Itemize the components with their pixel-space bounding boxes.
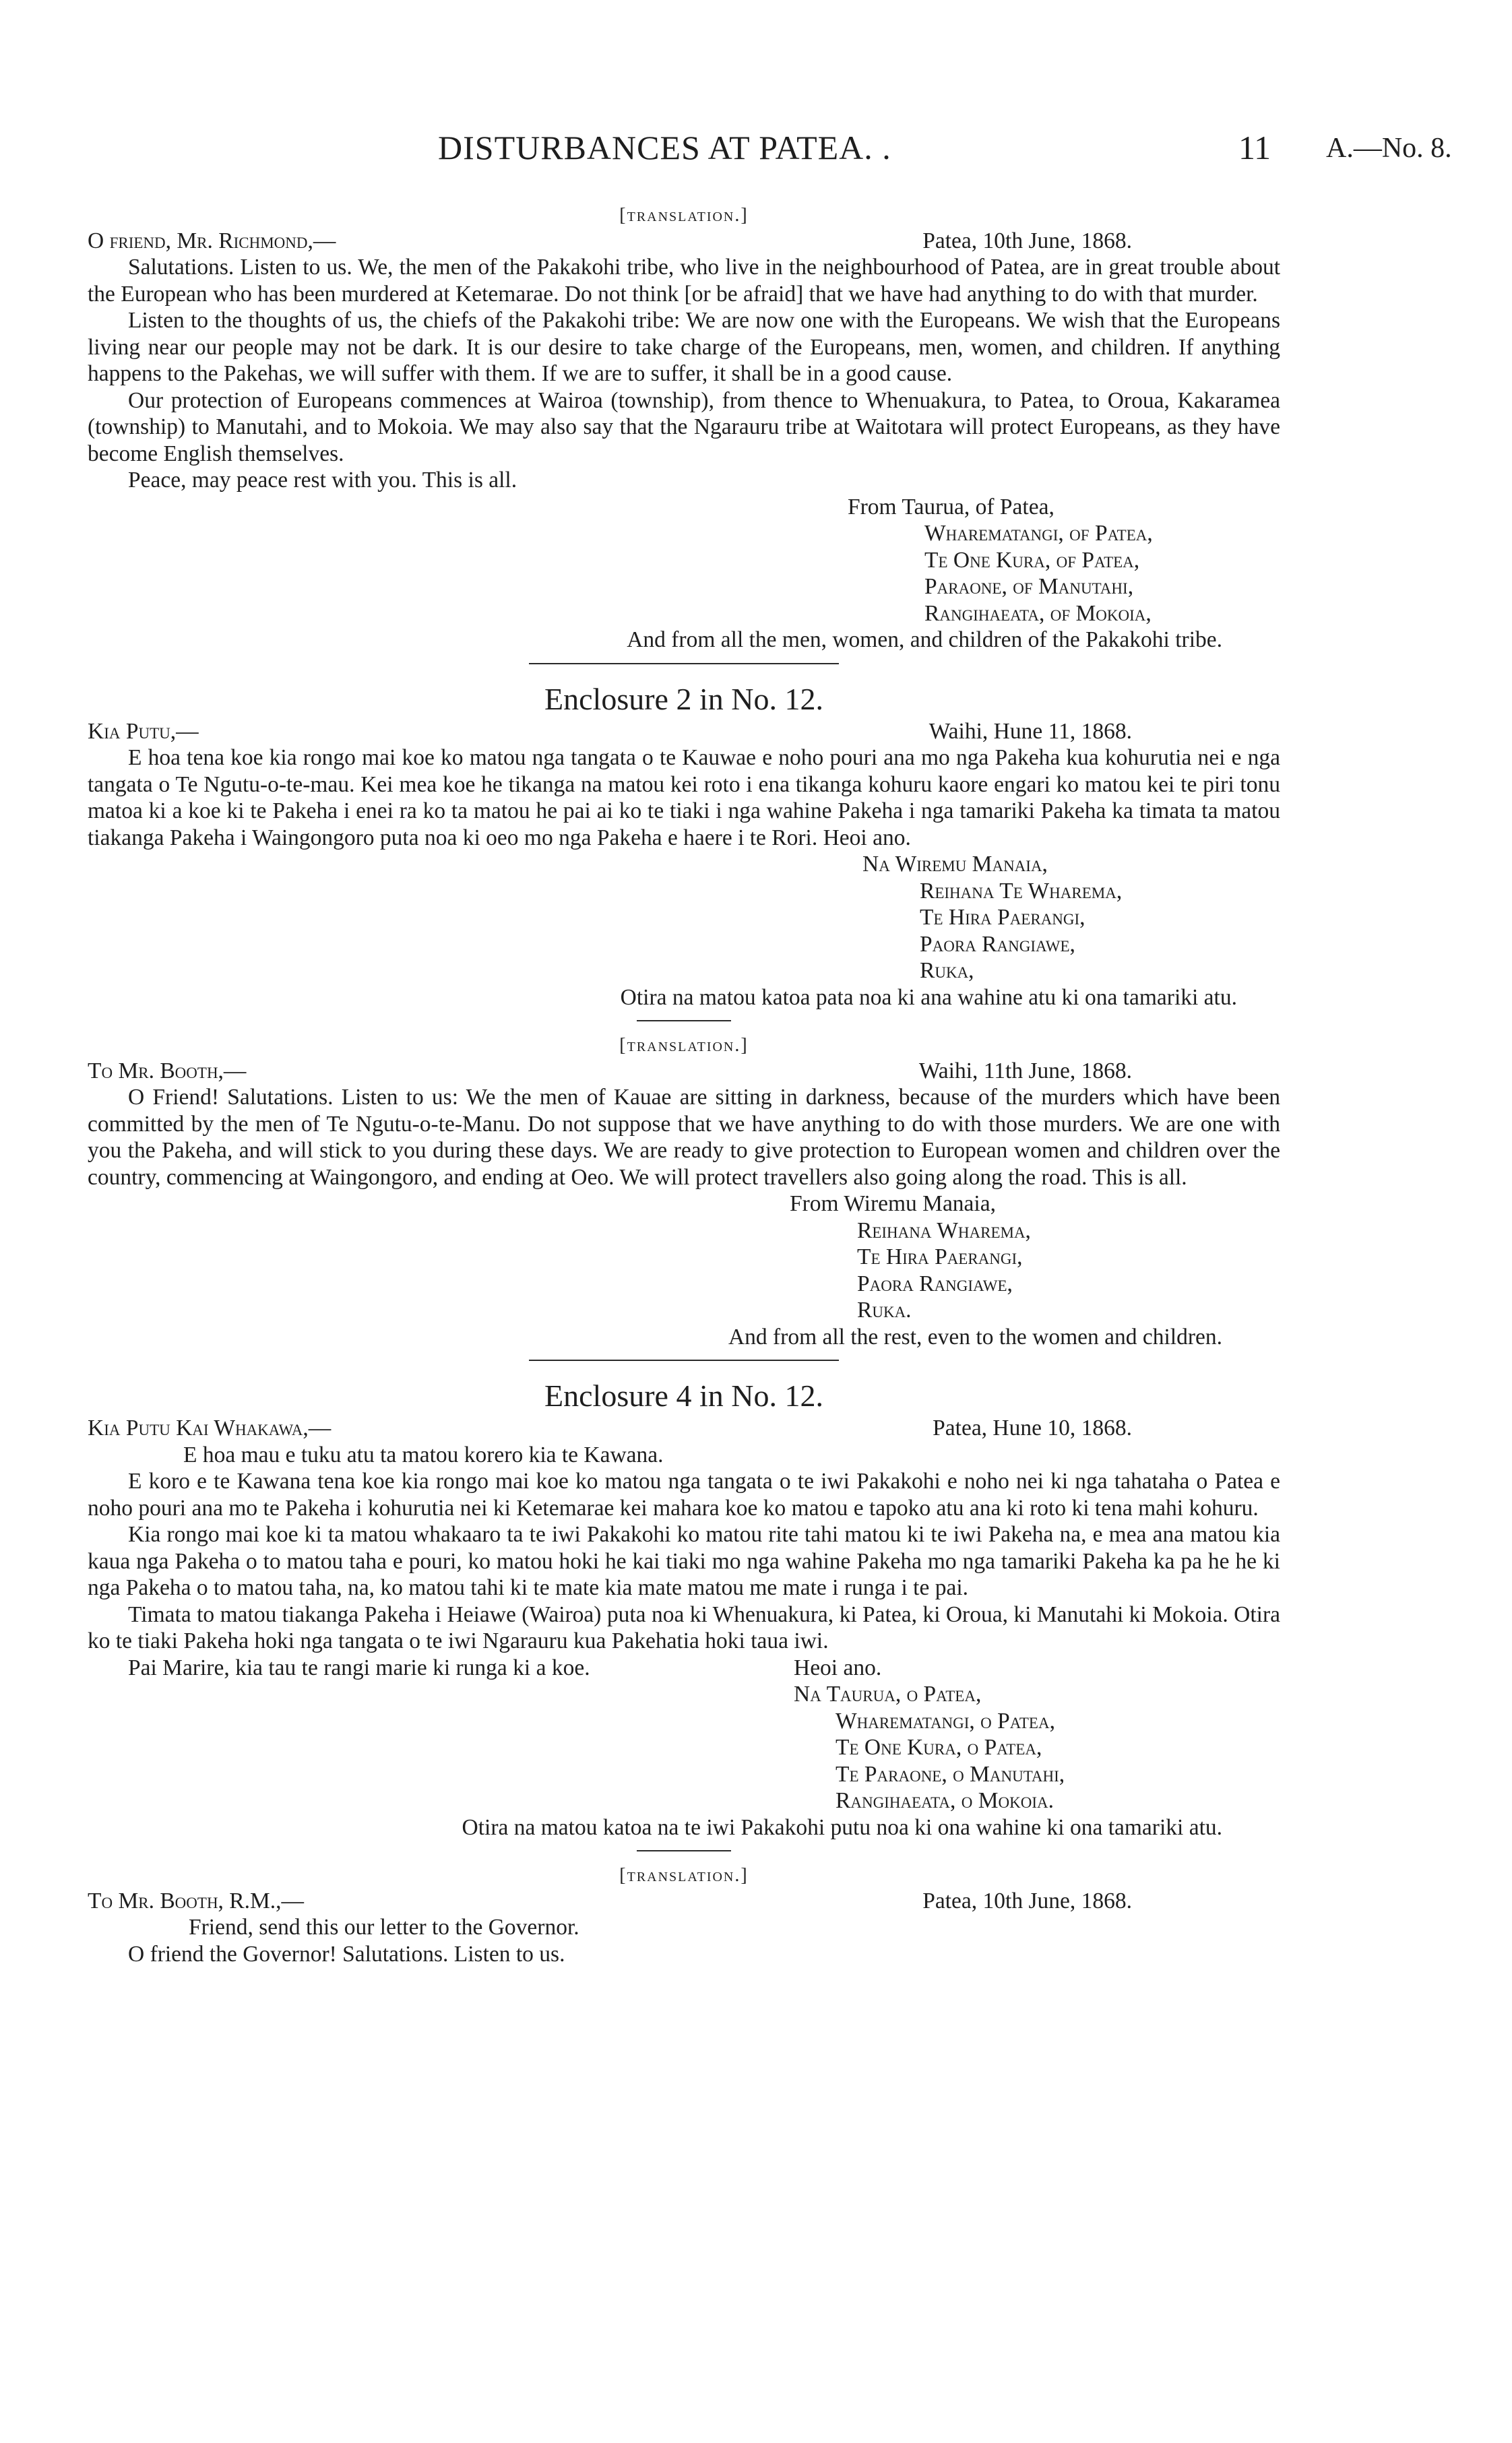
divider (529, 1360, 839, 1361)
page-header (0, 128, 1512, 175)
paragraph: Peace, may peace rest with you. This is all. (128, 468, 517, 493)
farewell: Pai Marire, kia tau te rangi marie ki runga ki a koe. (128, 1655, 590, 1680)
salutation: To Mr. Booth,— (88, 1058, 247, 1083)
closing-line: And from all the men, women, and children of the Pakakohi tribe. (627, 627, 1222, 652)
signature-line: Na Taurua, o Patea, (794, 1682, 982, 1707)
signature-line: Te One Kura, of Patea, (924, 547, 1140, 573)
place-date: Patea, Hune 10, 1868. (933, 1416, 1132, 1440)
closing-line: Otira na matou katoa pata noa ki ana wahine atu ki ona tamariki atu. (620, 984, 1237, 1010)
translation-label: [translation.] (619, 1865, 749, 1886)
place-date: Waihi, Hune 11, 1868. (928, 718, 1132, 744)
paragraph: E koro e te Kawana tena koe kia rongo mai koe ko matou nga tangata o te iwi Pakakohi e noho nei ki nga tahataha o Patea e noho pouri ana mo te Pakeha i kohurutia nei ki Ketemarae kei mahara koe ko matou e tapoko atu ana ki roto ki tena mahi kohuru. (88, 1469, 1280, 1521)
section-translation-richmond (88, 201, 1280, 1967)
closing-line: Otira na matou katoa na te iwi Pakakohi putu noa ki ona wahine ki ona tamariki atu. (462, 1814, 1222, 1840)
signature-line: Na Wiremu Manaia, (862, 852, 1048, 877)
paragraph: Our protection of Europeans commences at Wairoa (township), from thence to Whenuakura, to Patea, to Oroua, Kakaramea (township) to Manutahi, and to Mokoia. We may also say that the Ngarauru tribe at Waitotara will protect Europeans, as they have become English themselves. (88, 387, 1280, 466)
salutation: Kia Putu Kai Whakawa,— (88, 1416, 332, 1440)
translation-label: [translation.] (619, 205, 749, 226)
paper-reference: A.—No. 8. (1326, 133, 1452, 164)
signature-line: Wharematangi, of Patea, (924, 521, 1153, 546)
signature-line: Te One Kura, o Patea, (836, 1735, 1042, 1760)
paragraph: O friend the Governor! Salutations. Listen to us. (128, 1941, 565, 1967)
translation-label: [translation.] (619, 1035, 749, 1056)
signature-line: Rangihaeata, of Mokoia, (924, 600, 1152, 626)
signature-line: Te Hira Paerangi, (920, 905, 1085, 930)
signature-line: Wharematangi, o Patea, (836, 1708, 1055, 1734)
paragraph: Listen to the thoughts of us, the chiefs of the Pakakohi tribe: We are now one with the Europeans. We wish that the Europeans living near our people may not be dark. It is our desire to take charge of the Europeans, men, women, and children. If anything happens to the Pakehas, we will suffer with them. If we are to suffer, it shall be in a good cause. (88, 308, 1280, 386)
signature-line: Paora Rangiawe, (920, 931, 1075, 957)
salutation: Kia Putu,— (88, 718, 199, 744)
paragraph: E hoa tena koe kia rongo mai koe ko matou nga tangata o te Kauwae e noho pouri ana mo nga Pakeha kua kohurutia nei e nga tangata o Te Ngutu-o-te-mau. Kei mea koe he tikanga na matou kei roto i ena tikanga kohuru kaore engari ko matou kei te piri tonu matoa ki a koe ki te Pakeha i enei ra ko ta matou he pai ai ko te tiaki i nga wahine Pakeha i nga tamariki Pakeha ka timata ta matou tiakanga Pakeha i Waingongoro puta noa ki oeo mo nga Pakeha e haere i te Rori. Heoi ano. (88, 745, 1280, 850)
signature-line: Reihana Te Wharema, (920, 878, 1123, 903)
paragraph: Salutations. Listen to us. We, the men of the Pakakohi tribe, who live in the neighbourhood of Patea, are in great trouble about the European who has been murdered at Ketemarae. Do not think [or be afraid] that we have had anything to do with that murder. (88, 255, 1280, 307)
salutation: O friend, Mr. Richmond,— (88, 228, 336, 253)
signature-line: Te Hira Paerangi, (857, 1244, 1023, 1269)
salutation: To Mr. Booth, R.M.,— (88, 1888, 305, 1913)
closing-line: And from all the rest, even to the women and children. (728, 1324, 1222, 1350)
signature-line: Reihana Wharema, (857, 1217, 1031, 1243)
signature-line: Paraone, of Manutahi, (924, 574, 1134, 599)
signature-line: Ruka, (920, 958, 974, 983)
place-date: Patea, 10th June, 1868. (922, 1888, 1132, 1913)
paragraph: E hoa mau e tuku atu ta matou korero kia te Kawana. (183, 1442, 664, 1467)
signature-line: Ruka. (857, 1298, 912, 1323)
signature-line: Te Paraone, o Manutahi, (836, 1761, 1065, 1787)
paragraph: Timata to matou tiakanga Pakeha i Heiawe (Wairoa) puta noa ki Whenuakura, ki Patea, ki Oroua, ki Manutahi ki Mokoia. Otira ko te tiaki Pakeha hoki nga tangata o te iwi Ngarauru kua Pakehatia hoki taua iwi. (88, 1601, 1280, 1653)
enclosure-heading: Enclosure 2 in No. 12. (544, 681, 823, 716)
divider (529, 663, 839, 664)
place-date: Patea, 10th June, 1868. (922, 228, 1132, 253)
signature-line: From Wiremu Manaia, (790, 1191, 996, 1216)
page-number: 11 (1238, 129, 1271, 166)
paragraph: Kia rongo mai koe ki ta matou whakaaro ta te iwi Pakakohi ko matou rite tahi matou ki te iwi Pakeha na, e mea ana matou kia kaua nga Pakeha o to matou taha e pouri, ko matou hoki he kai tiaki mo nga wahine Pakeha mo nga tamariki Pakeha ka pa he he ki nga Pakeha o to matou taha, na, ko matou tahi ki te mate kia mate matou me mate i runga i te pai. (88, 1522, 1280, 1600)
signature-line: Paora Rangiawe, (857, 1271, 1013, 1296)
place-date: Waihi, 11th June, 1868. (918, 1058, 1132, 1083)
enclosure-heading: Enclosure 4 in No. 12. (544, 1378, 823, 1413)
paragraph: Friend, send this our letter to the Governor. (189, 1915, 579, 1940)
paragraph: O Friend! Salutations. Listen to us: We the men of Kauae are sitting in darkness, because of the murders which have been committed by the men of Te Ngutu-o-te-Manu. Do not suppose that we have anything to do with those murders. We are one with you the Pakeha, and will stick to you during these days. We are ready to give protection to European women and children over the country, commencing at Waingongoro, and ending at Oeo. We will protect travellers also going along the road. This is all. (88, 1085, 1280, 1190)
farewell-end: Heoi ano. (794, 1655, 882, 1680)
running-title: DISTURBANCES AT PATEA. . (438, 129, 891, 166)
signature-line: From Taurua, of Patea, (848, 494, 1054, 519)
signature-line: Rangihaeata, o Mokoia. (836, 1788, 1054, 1813)
